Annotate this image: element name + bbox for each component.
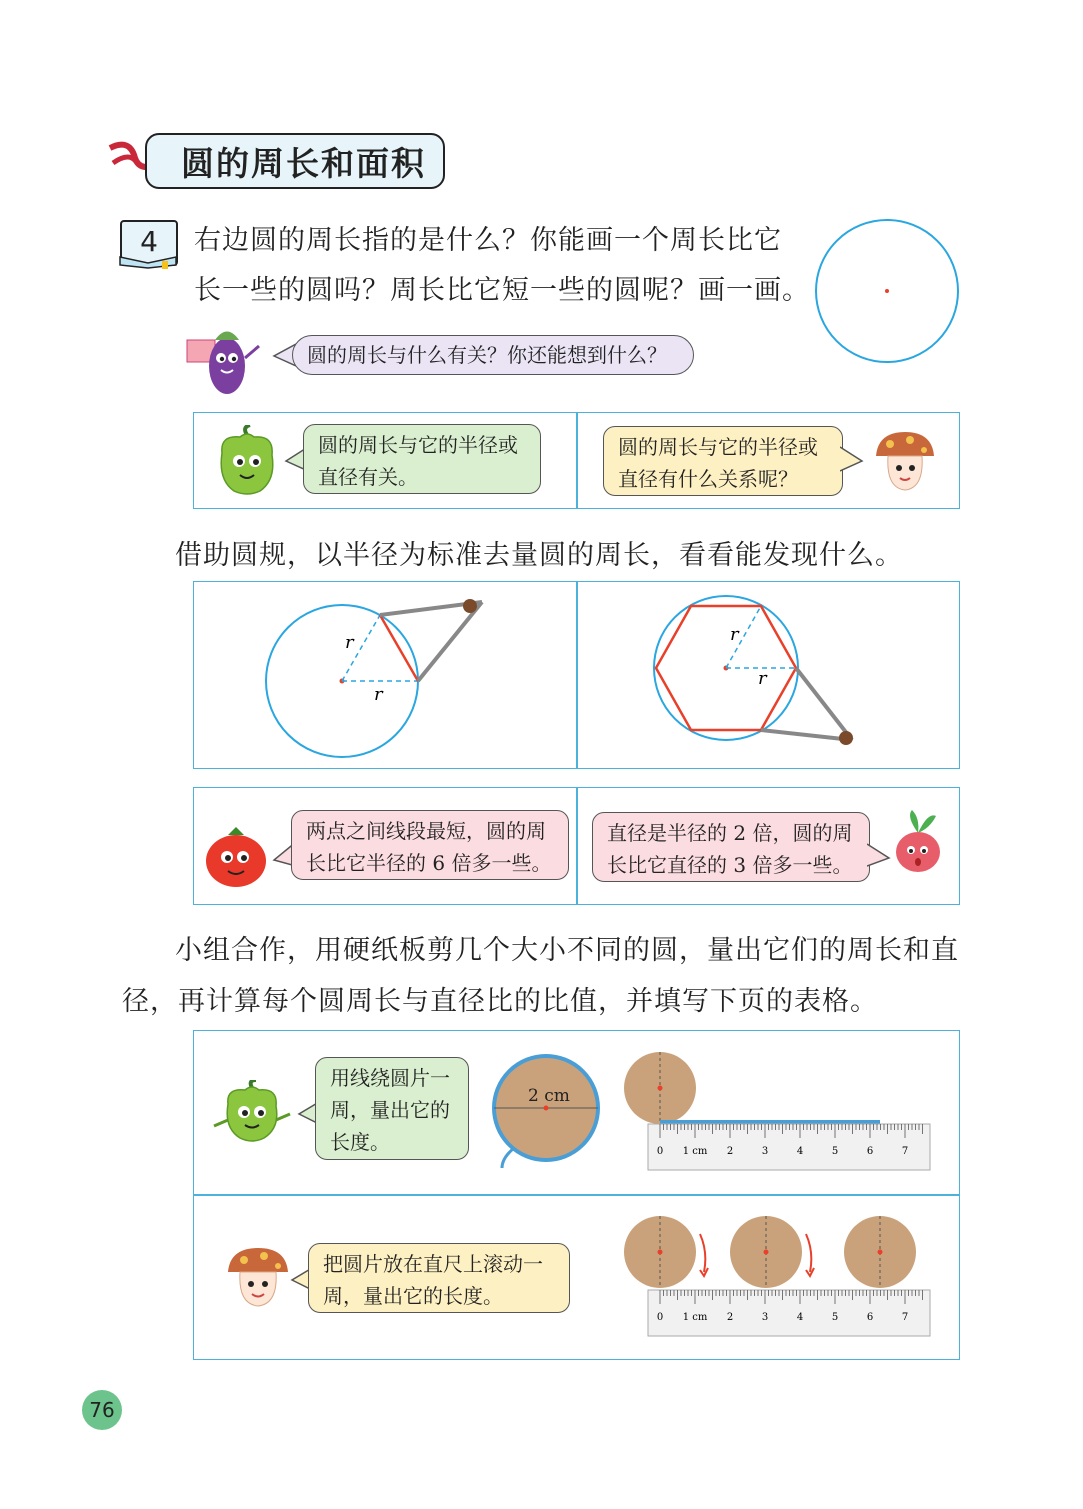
problem-number: 4 [120,220,178,266]
ruler-tick-label: 7 [901,1146,909,1157]
mushroom-speech-bubble-2: 把圆片放在直尺上滚动一 周，量出它的长度。 [308,1243,570,1313]
ruler-tick-label: 5 [831,1312,839,1323]
ruler-tick-label: 7 [901,1312,909,1323]
section-title: 圆的周长和面积 [145,133,445,189]
ruler-tick-label: 5 [831,1146,839,1157]
radius-label: r [374,684,383,705]
page-number: 76 [82,1390,122,1430]
radius-label: r [345,632,354,653]
pepper-character [210,425,285,500]
compass-diagram-triangle [250,590,560,765]
panel-divider-horizontal [193,1194,960,1196]
disc-diameter-label: 2 cm [528,1086,570,1106]
ruler-tick-label: 0 [656,1312,664,1323]
ruler-tick-label: 6 [866,1146,874,1157]
group-work-line-1: 小组合作，用硬纸板剪几个大小不同的圆，量出它们的周长和直 [175,935,959,966]
group-work-line-2: 径，再计算每个圆周长与直径比的比值，并填写下页的表格。 [122,986,878,1017]
compass-instruction: 借助圆规，以半径为标准去量圆的周长，看看能发现什么。 [175,540,903,571]
mushroom-speech-bubble-1: 圆的周长与它的半径或 直径有什么关系呢？ [603,426,843,496]
ruler-with-string [620,1048,940,1178]
pepper-character [212,1080,292,1146]
book-icon [118,255,178,269]
ruler-tick-label: 4 [796,1312,804,1323]
ruler-tick-label: 4 [796,1146,804,1157]
panel-divider [576,581,578,769]
radish-character [888,808,948,883]
sample-circle [812,215,962,365]
pepper-speech-bubble-2: 用线绕圆片一 周，量出它的 长度。 [315,1057,469,1160]
question-line-2: 长一些的圆吗？周长比它短一些的圆呢？画一画。 [194,275,810,306]
ruler-tick-label: 3 [761,1146,769,1157]
ruler-tick-label: 1 cm [682,1312,708,1323]
ruler-tick-label: 0 [656,1146,664,1157]
panel-divider [576,412,578,509]
tomato-speech-bubble: 两点之间线段最短，圆的周 长比它半径的 6 倍多一些。 [291,810,569,880]
eggplant-speech-bubble: 圆的周长与什么有关？你还能想到什么？ [292,335,694,375]
ruler-tick-label: 6 [866,1312,874,1323]
ruler-tick-label: 3 [761,1312,769,1323]
pepper-speech-bubble-1: 圆的周长与它的半径或 直径有关。 [303,424,541,494]
rolling-disc-ruler [620,1212,940,1344]
radius-label: r [758,668,767,689]
question-line-1: 右边圆的周长指的是什么？你能画一个周长比它 [194,225,782,256]
ruler-tick-label: 2 [726,1312,734,1323]
ruler-tick-label: 1 cm [682,1146,708,1157]
radish-speech-bubble: 直径是半径的 2 倍，圆的周 长比它直径的 3 倍多一些。 [592,812,870,882]
panel-divider [576,787,578,905]
cardboard-disc-with-string [488,1052,608,1174]
compass-diagram-hexagon [640,590,880,765]
eggplant-character [185,318,270,398]
radius-label: r [730,624,739,645]
mushroom-character [870,428,940,500]
tomato-character [200,825,272,895]
bubble-tail [840,445,864,475]
mushroom-character [222,1242,294,1314]
ruler-tick-label: 2 [726,1146,734,1157]
